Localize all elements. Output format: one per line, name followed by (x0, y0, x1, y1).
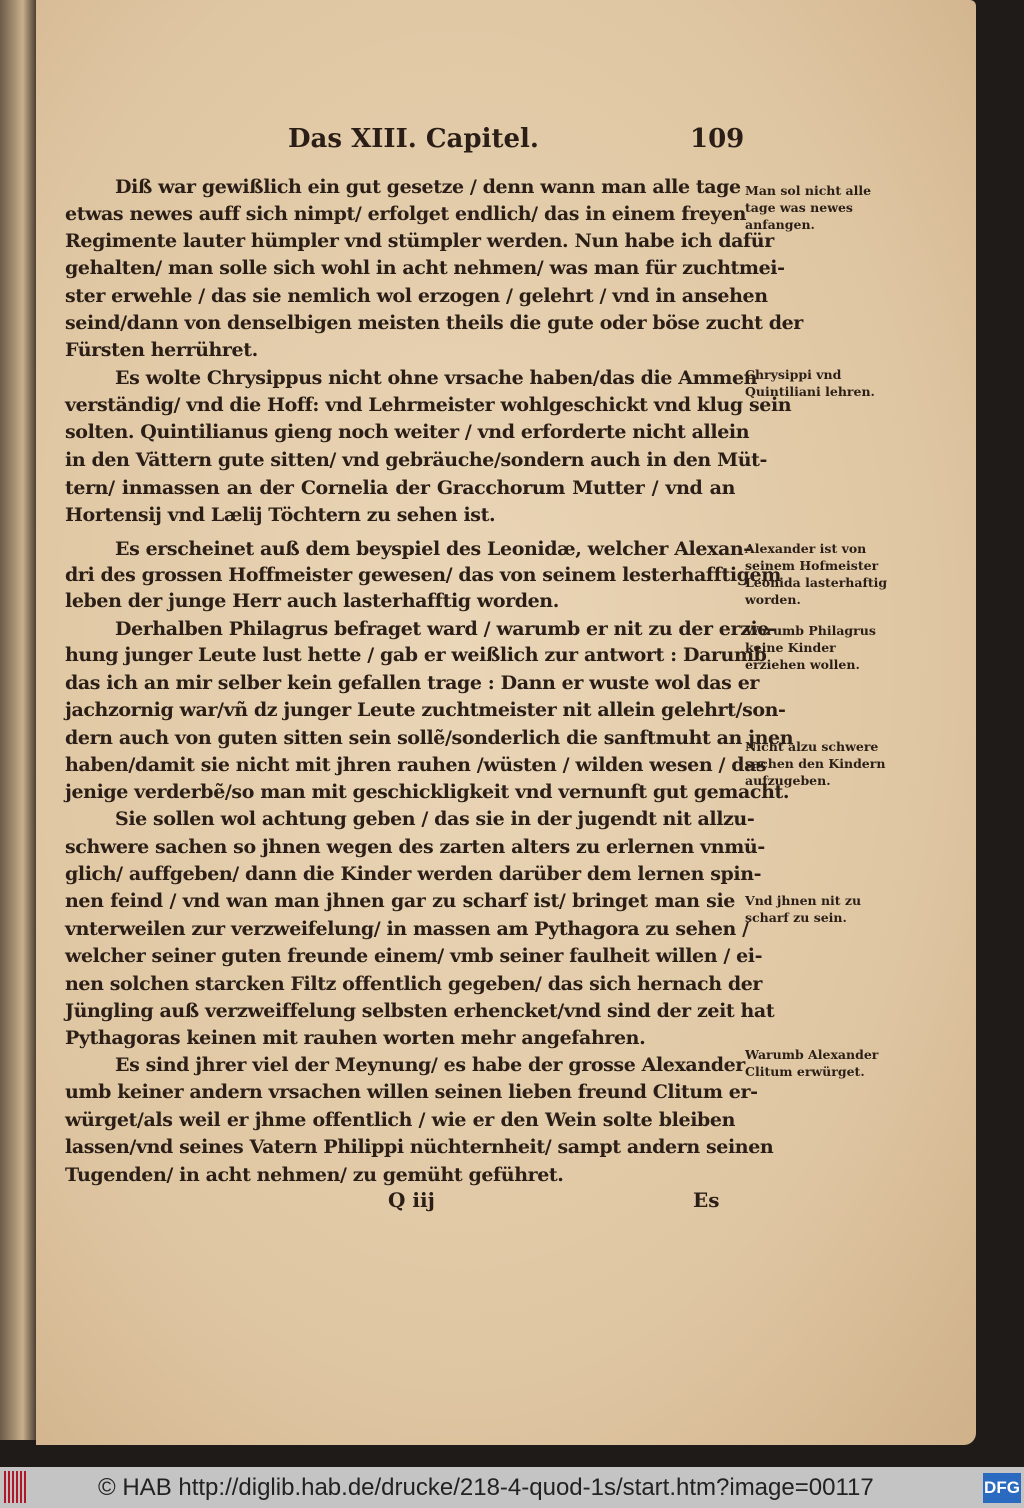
text-line: schwere sachen so jhnen wegen des zarten alters zu erlernen vnmü- (65, 836, 765, 858)
text-line: dri des grossen Hoffmeister gewesen/ das von seinem lesterhafftigem (65, 564, 781, 586)
text-line: vnterweilen zur verzweifelung/ in massen am Pythagora zu sehen / (65, 918, 749, 940)
text-line: Es sind jhrer viel der Meynung/ es habe der grosse Alexander (115, 1054, 745, 1076)
dfg-logo: DFG (983, 1473, 1021, 1503)
text-line: Hortensij vnd Lælij Töchtern zu sehen ist. (65, 504, 496, 526)
margin-note: Chrysippi vnd Quintiliani lehren. (745, 367, 875, 399)
text-line: Derhalben Philagrus befraget ward / warumb er nit zu der erzie- (115, 618, 777, 640)
text-line: Sie sollen wol achtung geben / das sie in der jugendt nit allzu- (115, 808, 755, 830)
text-line: verständig/ vnd die Hoff: vnd Lehrmeister wohlgeschickt vnd klug sein (65, 394, 792, 416)
text-line: Jüngling auß verzweiffelung selbsten erhencket/vnd sind der zeit hat (65, 1000, 775, 1022)
page-number: 109 (690, 124, 745, 154)
text-line: dern auch von guten sitten sein sollẽ/sonderlich die sanftmuht an jnen (65, 727, 794, 749)
hab-logo-icon (4, 1471, 26, 1503)
adjacent-page-edge (0, 0, 38, 1440)
margin-note: Warumb Alexander Clitum erwürget. (745, 1047, 879, 1079)
text-line: Es erscheinet auß dem beyspiel des Leonidæ, welcher Alexan- (115, 538, 751, 560)
margin-note: Man sol nicht alle tage was newes anfangen. (745, 183, 872, 232)
text-line: würget/als weil er jhme offentlich / wie er den Wein solte bleiben (65, 1109, 735, 1131)
text-line: nen feind / vnd wan man jhnen gar zu scharf ist/ bringet man sie (65, 890, 735, 912)
text-line: Diß war gewißlich ein gut gesetze / denn wann man alle tage (115, 176, 741, 198)
text-line: Pythagoras keinen mit rauhen worten mehr angefahren. (65, 1027, 646, 1049)
chapter-heading: Das XIII. Capitel. (288, 124, 539, 154)
margin-note: Vnd jhnen nit zu scharf zu sein. (745, 893, 862, 925)
text-line: ster erwehle / das sie nemlich wol erzogen / gelehrt / vnd in ansehen (65, 285, 768, 307)
text-line: jenige verderbẽ/so man mit geschickligkeit vnd vernunft gut gemacht. (65, 781, 790, 803)
text-line: umb keiner andern vrsachen willen seinen lieben freund Clitum er- (65, 1081, 758, 1103)
text-line: jachzornig war/vñ dz junger Leute zuchtmeister nit allein gelehrt/son- (65, 699, 786, 721)
text-line: Fürsten herrühret. (65, 339, 258, 361)
text-line: das ich an mir selber kein gefallen trage : Dann er wuste wol das er (65, 672, 759, 694)
catchword: Es (693, 1188, 720, 1212)
text-line: seind/dann von denselbigen meisten theils die gute oder böse zucht der (65, 312, 803, 334)
text-line: leben der junge Herr auch lasterhafftig worden. (65, 590, 559, 612)
text-line: lassen/vnd seines Vatern Philippi nüchternheit/ sampt andern seinen (65, 1136, 774, 1158)
text-line: welcher seiner guten freunde einem/ vmb seiner faulheit willen / ei- (65, 945, 763, 967)
text-line: hung junger Leute lust hette / gab er weißlich zur antwort : Darumb (65, 644, 767, 666)
margin-note: Nicht alzu schwere sachen den Kindern aufzugeben. (745, 739, 886, 788)
signature-mark: Q iij (388, 1188, 435, 1212)
margin-note: Alexander ist von seinem Hofmeister Leonida lasterhaftig worden. (745, 541, 888, 607)
text-line: in den Vättern gute sitten/ vnd gebräuche/sondern auch in den Müt- (65, 449, 767, 471)
text-line: solten. Quintilianus gieng noch weiter / vnd erforderte nicht allein (65, 421, 750, 443)
text-line: Es wolte Chrysippus nicht ohne vrsache haben/das die Ammen (115, 367, 758, 389)
text-line: haben/damit sie nicht mit jhren rauhen /wüsten / wilden wesen / das (65, 754, 767, 776)
text-line: etwas newes auff sich nimpt/ erfolget endlich/ das in einem freyen (65, 203, 747, 225)
margin-note: Worumb Philagrus keine Kinder erziehen wollen. (745, 623, 876, 672)
text-line: glich/ auffgeben/ dann die Kinder werden darüber dem lernen spin- (65, 863, 762, 885)
text-line: Tugenden/ in acht nehmen/ zu gemüht geführet. (65, 1164, 564, 1186)
text-line: gehalten/ man solle sich wohl in acht nehmen/ was man für zuchtmei- (65, 257, 785, 279)
text-line: Regimente lauter hümpler vnd stümpler werden. Nun habe ich dafür (65, 230, 774, 252)
footer-bar (0, 1467, 1024, 1508)
copyright-url[interactable]: © HAB http://diglib.hab.de/drucke/218-4-quod-1s/start.htm?image=00117 (98, 1474, 874, 1501)
text-line: tern/ inmassen an der Cornelia der Gracchorum Mutter / vnd an (65, 477, 735, 499)
text-line: nen solchen starcken Filtz offentlich gegeben/ das sich hernach der (65, 973, 763, 995)
